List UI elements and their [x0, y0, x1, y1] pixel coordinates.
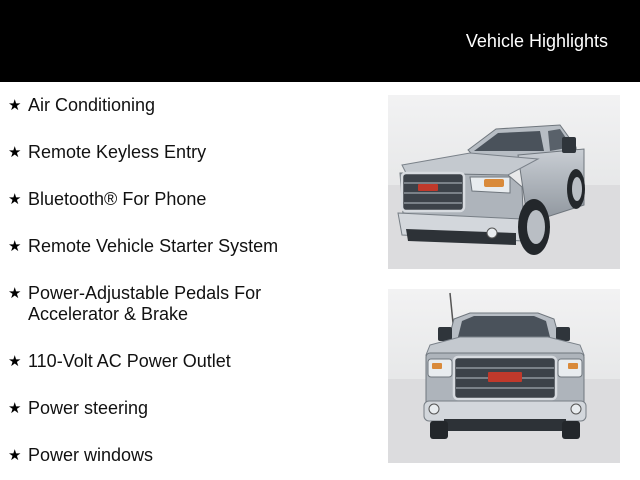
feature-item: [7, 142, 206, 163]
feature-label: Power windows: [28, 445, 154, 465]
feature-label: Power steering: [28, 398, 149, 418]
truck-angled-illustration: [388, 95, 620, 269]
truck-front-illustration: [388, 289, 620, 463]
star-icon: ★: [8, 191, 22, 208]
star-icon: ★: [8, 353, 22, 370]
feature-label: Remote Keyless Entry: [28, 142, 207, 162]
feature-item: [7, 283, 261, 325]
feature-label: Air Conditioning: [28, 95, 156, 115]
star-icon: ★: [8, 97, 22, 114]
feature-item: [7, 189, 206, 210]
feature-label: 110-Volt AC Power Outlet: [28, 351, 231, 371]
feature-label: Remote Vehicle Starter System: [28, 236, 279, 256]
feature-item: [7, 398, 148, 419]
page-title: Vehicle Highlights: [465, 31, 608, 51]
star-icon: ★: [8, 400, 22, 417]
feature-item: [7, 445, 153, 466]
feature-item: [7, 95, 155, 116]
feature-item: [7, 236, 278, 257]
star-icon: ★: [8, 238, 22, 255]
feature-label: Power-Adjustable Pedals For Accelerator & Brake: [28, 283, 262, 324]
star-icon: ★: [8, 447, 22, 464]
truck-photo-angled: [388, 95, 620, 269]
star-icon: ★: [8, 144, 22, 161]
header-bar: [0, 0, 640, 82]
feature-label: Bluetooth® For Phone: [28, 189, 207, 209]
truck-photo-front: [388, 289, 620, 463]
feature-item: [7, 351, 231, 372]
star-icon: ★: [8, 285, 22, 302]
